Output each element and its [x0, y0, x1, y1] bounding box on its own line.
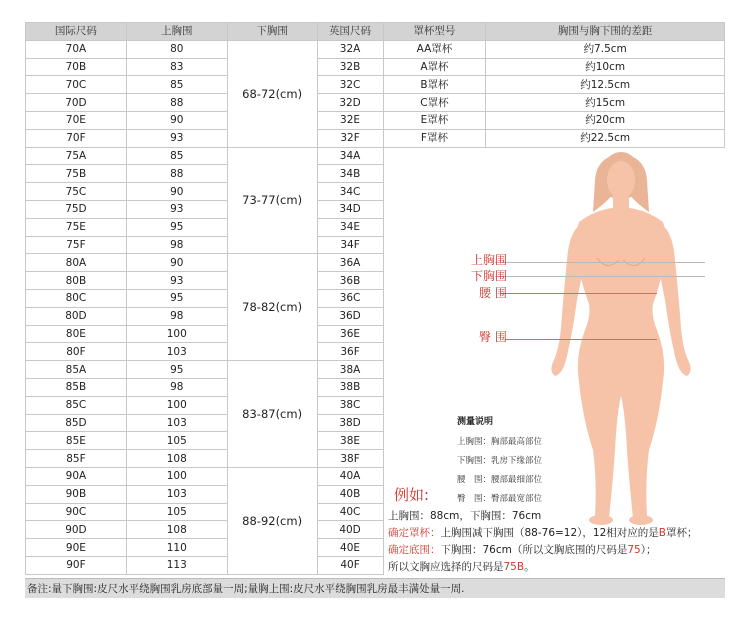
uk-size-cell: 40C [317, 503, 383, 521]
intl-size-cell: 90F [26, 556, 127, 574]
uk-size-cell: 34C [317, 183, 383, 201]
upper-bust-cell: 88 [126, 94, 227, 112]
upper-bust-cell: 98 [126, 307, 227, 325]
intl-size-cell: 75C [26, 183, 127, 201]
under-bust-cell: 83-87(cm) [227, 361, 317, 468]
under-bust-cell: 88-92(cm) [227, 467, 317, 574]
hip-label: 臀 围 [479, 330, 507, 344]
table-row [26, 111, 725, 129]
uk-size-cell: 32A [317, 40, 383, 58]
uk-size-cell: 36D [317, 307, 383, 325]
under-bust-cell: 68-72(cm) [227, 40, 317, 147]
uk-size-cell: 38A [317, 361, 383, 379]
cup-type-cell: F罩杯 [383, 129, 486, 147]
example-section [388, 484, 725, 576]
uk-size-cell: 38B [317, 378, 383, 396]
intl-size-cell: 70E [26, 111, 127, 129]
upper-bust-cell: 108 [126, 521, 227, 539]
intl-size-cell: 75E [26, 218, 127, 236]
table-row [26, 40, 725, 58]
under-bust-label: 下胸围 [471, 269, 508, 283]
upper-bust-cell: 95 [126, 289, 227, 307]
uk-size-cell: 40A [317, 467, 383, 485]
intl-size-cell: 85D [26, 414, 127, 432]
note-line: 臀 围：臀部最宽部位 [457, 494, 543, 504]
example-value: 75 [627, 544, 641, 556]
header-cup-type: 罩杯型号 [383, 23, 486, 41]
upper-bust-cell: 95 [126, 361, 227, 379]
intl-size-cell: 80D [26, 307, 127, 325]
upper-bust-label: 上胸围 [471, 253, 508, 267]
note-line: 腰 围：腰部最细部位 [457, 475, 543, 485]
cup-type-cell: E罩杯 [383, 111, 486, 129]
example-heading: 例如: [394, 486, 430, 504]
upper-bust-cell: 88 [126, 165, 227, 183]
intl-size-cell: 70A [26, 40, 127, 58]
uk-size-cell: 38F [317, 450, 383, 468]
intl-size-cell: 80C [26, 289, 127, 307]
intl-size-cell: 90B [26, 485, 127, 503]
intl-size-cell: 85B [26, 378, 127, 396]
table-row [26, 76, 725, 94]
example-line-1 [388, 508, 725, 525]
uk-size-cell: 34F [317, 236, 383, 254]
table-row [26, 129, 725, 147]
notes-title: 测量说明 [457, 417, 494, 427]
example-line-4 [388, 559, 725, 576]
intl-size-cell: 90D [26, 521, 127, 539]
upper-bust-cell: 103 [126, 414, 227, 432]
upper-bust-cell: 103 [126, 343, 227, 361]
under-bust-line [495, 276, 705, 277]
hip-line [505, 339, 657, 340]
cup-type-cell: A罩杯 [383, 58, 486, 76]
note-line: 下胸围：乳房下缘部位 [457, 456, 543, 466]
upper-bust-cell: 85 [126, 147, 227, 165]
table-row [26, 94, 725, 112]
intl-size-cell: 80A [26, 254, 127, 272]
example-label: 确定罩杯： [388, 527, 441, 539]
uk-size-cell: 36E [317, 325, 383, 343]
bust-difference-cell: 约20cm [486, 111, 725, 129]
cup-type-cell: AA罩杯 [383, 40, 486, 58]
upper-bust-cell: 90 [126, 183, 227, 201]
intl-size-cell: 75D [26, 200, 127, 218]
uk-size-cell: 38D [317, 414, 383, 432]
upper-bust-cell: 100 [126, 396, 227, 414]
footer-note: 备注:量下胸围:皮尺水平绕胸围乳房底部量一周;量胸上围:皮尺水平绕胸围乳房最丰满处量一周. [25, 578, 725, 598]
uk-size-cell: 34A [317, 147, 383, 165]
intl-size-cell: 70C [26, 76, 127, 94]
example-text: 上胸围减下胸围（88-76=12），12相对应的是 [440, 527, 659, 539]
uk-size-cell: 38E [317, 432, 383, 450]
upper-bust-line [495, 262, 705, 263]
intl-size-cell: 80E [26, 325, 127, 343]
bust-difference-cell: 约10cm [486, 58, 725, 76]
intl-size-cell: 85E [26, 432, 127, 450]
example-line-2 [388, 525, 725, 542]
upper-bust-cell: 90 [126, 254, 227, 272]
intl-size-cell: 75B [26, 165, 127, 183]
upper-bust-cell: 85 [126, 76, 227, 94]
example-value: B [658, 527, 666, 539]
intl-size-cell: 70B [26, 58, 127, 76]
table-row [26, 58, 725, 76]
upper-bust-cell: 100 [126, 467, 227, 485]
intl-size-cell: 75A [26, 147, 127, 165]
uk-size-cell: 34B [317, 165, 383, 183]
intl-size-cell: 85C [26, 396, 127, 414]
upper-bust-cell: 110 [126, 539, 227, 557]
intl-size-cell: 85A [26, 361, 127, 379]
cup-type-cell: B罩杯 [383, 76, 486, 94]
upper-bust-cell: 100 [126, 325, 227, 343]
upper-bust-cell: 98 [126, 378, 227, 396]
intl-size-cell: 90C [26, 503, 127, 521]
upper-bust-cell: 113 [126, 556, 227, 574]
waist-label: 腰 围 [479, 286, 507, 300]
uk-size-cell: 32E [317, 111, 383, 129]
uk-size-cell: 40E [317, 539, 383, 557]
header-upper-bust: 上胸围 [126, 23, 227, 41]
intl-size-cell: 70F [26, 129, 127, 147]
uk-size-cell: 32D [317, 94, 383, 112]
upper-bust-cell: 98 [126, 236, 227, 254]
example-label: 确定底围： [388, 544, 441, 556]
waist-line [501, 293, 657, 294]
upper-bust-cell: 105 [126, 503, 227, 521]
intl-size-cell: 75F [26, 236, 127, 254]
intl-size-cell: 90E [26, 539, 127, 557]
example-text: 上胸围：88cm，下胸围：76cm [388, 510, 542, 522]
under-bust-cell: 78-82(cm) [227, 254, 317, 361]
upper-bust-cell: 103 [126, 485, 227, 503]
upper-bust-cell: 93 [126, 272, 227, 290]
under-bust-cell: 73-77(cm) [227, 147, 317, 254]
intl-size-cell: 70D [26, 94, 127, 112]
example-text: 下胸围：76cm（所以文胸底围的尺码是 [440, 544, 628, 556]
example-text: 。 [524, 561, 535, 573]
example-value: 75B [503, 561, 525, 573]
uk-size-cell: 40B [317, 485, 383, 503]
note-line: 上胸围：胸部最高部位 [457, 437, 543, 447]
uk-size-cell: 36C [317, 289, 383, 307]
example-text: 所以文胸应选择的尺码是 [388, 561, 504, 573]
uk-size-cell: 34E [317, 218, 383, 236]
upper-bust-cell: 80 [126, 40, 227, 58]
header-bust-difference: 胸围与胸下围的差距 [486, 23, 725, 41]
upper-bust-cell: 93 [126, 200, 227, 218]
bust-difference-cell: 约15cm [486, 94, 725, 112]
header-intl-size: 国际尺码 [26, 23, 127, 41]
upper-bust-cell: 90 [126, 111, 227, 129]
uk-size-cell: 38C [317, 396, 383, 414]
uk-size-cell: 40F [317, 556, 383, 574]
example-text: ）； [640, 544, 657, 556]
uk-size-cell: 36F [317, 343, 383, 361]
header-under-bust: 下胸围 [227, 23, 317, 41]
example-line-3 [388, 542, 725, 559]
bust-difference-cell: 约7.5cm [486, 40, 725, 58]
table-header-row [26, 23, 725, 41]
intl-size-cell: 80B [26, 272, 127, 290]
uk-size-cell: 36B [317, 272, 383, 290]
uk-size-cell: 34D [317, 200, 383, 218]
upper-bust-cell: 105 [126, 432, 227, 450]
uk-size-cell: 32B [317, 58, 383, 76]
upper-bust-cell: 108 [126, 450, 227, 468]
header-uk-size: 英国尺码 [317, 23, 383, 41]
size-chart [25, 22, 725, 600]
bust-difference-cell: 约12.5cm [486, 76, 725, 94]
uk-size-cell: 32F [317, 129, 383, 147]
uk-size-cell: 36A [317, 254, 383, 272]
cup-type-cell: C罩杯 [383, 94, 486, 112]
uk-size-cell: 32C [317, 76, 383, 94]
intl-size-cell: 85F [26, 450, 127, 468]
bust-difference-cell: 约22.5cm [486, 129, 725, 147]
example-text: 罩杯； [666, 527, 698, 539]
upper-bust-cell: 95 [126, 218, 227, 236]
upper-bust-cell: 93 [126, 129, 227, 147]
intl-size-cell: 90A [26, 467, 127, 485]
uk-size-cell: 40D [317, 521, 383, 539]
intl-size-cell: 80F [26, 343, 127, 361]
upper-bust-cell: 83 [126, 58, 227, 76]
